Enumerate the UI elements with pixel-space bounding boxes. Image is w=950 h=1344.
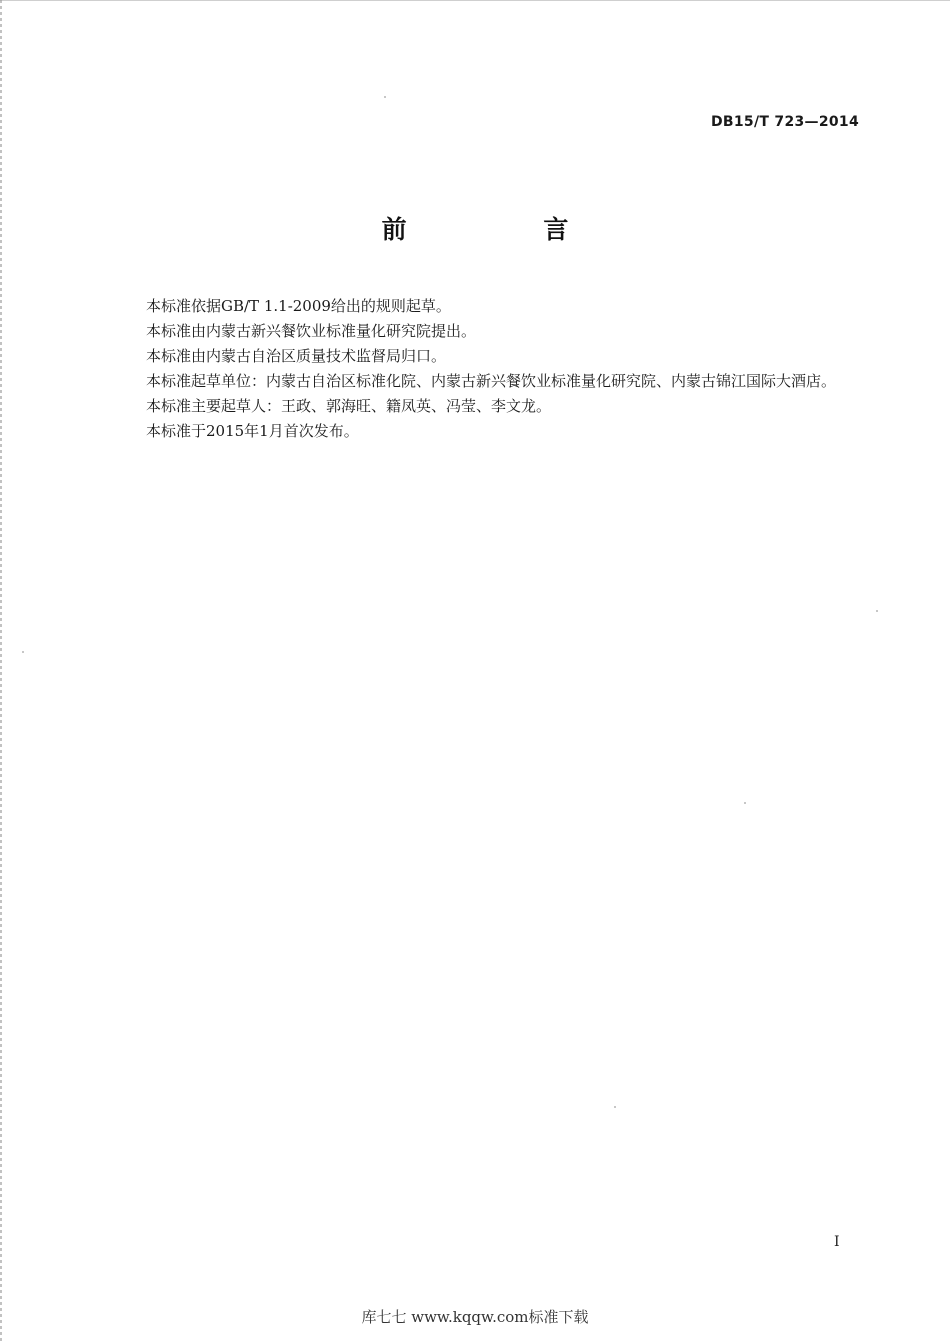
scan-speck	[744, 802, 746, 804]
scan-edge-left	[0, 0, 2, 1344]
page-title: 前 言	[381, 215, 633, 244]
scan-speck	[876, 610, 878, 612]
scan-speck	[22, 651, 24, 653]
paragraph-drafting-rules: 本标准依据GB/T 1.1-2009给出的规则起草。	[146, 297, 451, 315]
paragraph-proposer: 本标准由内蒙古新兴餐饮业标准量化研究院提出。	[146, 322, 477, 340]
paragraph-drafting-units: 本标准起草单位：内蒙古自治区标准化院、内蒙古新兴餐饮业标准量化研究院、内蒙古锦江国际大酒店。	[146, 372, 837, 390]
scan-speck	[614, 1106, 616, 1108]
page-number: I	[834, 1234, 840, 1250]
paragraph-release: 本标准于2015年1月首次发布。	[146, 422, 359, 440]
scan-edge-top	[0, 0, 950, 1]
foreword-body	[113, 294, 861, 444]
standard-code: DB15/T 723—2014	[711, 114, 859, 130]
paragraph-centralized-unit: 本标准由内蒙古自治区质量技术监督局归口。	[146, 347, 447, 365]
scan-speck	[384, 96, 386, 98]
footer-watermark: 库七七 www.kqqw.com标准下载	[361, 1308, 589, 1326]
paragraph-drafters: 本标准主要起草人：王政、郭海旺、籍凤英、冯莹、李文龙。	[146, 397, 552, 415]
